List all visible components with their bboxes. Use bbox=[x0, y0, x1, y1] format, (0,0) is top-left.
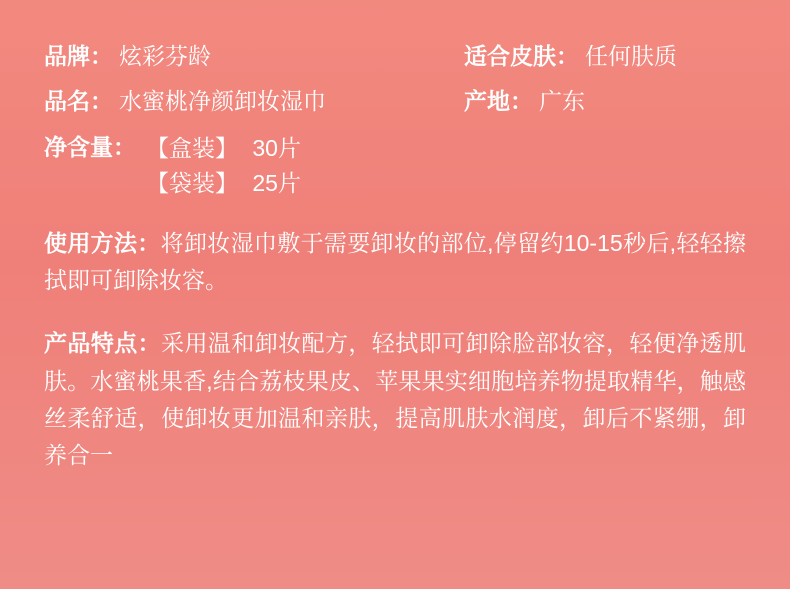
spec-product-name bbox=[44, 85, 464, 118]
spec-origin bbox=[464, 85, 746, 118]
product-name-label: 品名： bbox=[44, 88, 113, 115]
usage-heading: 使用方法： bbox=[44, 229, 161, 256]
spec-row-name-origin bbox=[44, 85, 746, 118]
net-content-line-box bbox=[146, 131, 301, 167]
net-content-values bbox=[146, 131, 301, 202]
features-heading: 产品特点： bbox=[44, 330, 162, 357]
product-name-value: 水蜜桃净颜卸妆湿巾 bbox=[119, 88, 326, 115]
net-content-package-box: 【盒装】 bbox=[146, 134, 238, 161]
origin-label: 产地： bbox=[464, 88, 533, 115]
net-content-label: 净含量： bbox=[44, 133, 136, 160]
features-paragraph bbox=[44, 325, 746, 474]
origin-value: 广东 bbox=[539, 88, 585, 115]
brand-value: 炫彩芬龄 bbox=[119, 43, 211, 69]
skin-type-value: 任何肤质 bbox=[585, 43, 677, 69]
net-content-count-box: 30片 bbox=[252, 134, 301, 161]
spec-net-content bbox=[44, 131, 746, 202]
usage-paragraph bbox=[44, 225, 746, 300]
spec-brand bbox=[44, 40, 464, 73]
spec-skin-type bbox=[464, 40, 746, 73]
specification-grid bbox=[44, 40, 746, 202]
usage-text: 将卸妆湿巾敷于需要卸妆的部位,停留约10-15秒后,轻轻擦拭即可卸除妆容。 bbox=[44, 229, 747, 294]
brand-label: 品牌： bbox=[44, 43, 113, 69]
features-block bbox=[44, 325, 746, 474]
usage-block bbox=[44, 225, 746, 300]
skin-type-label: 适合皮肤： bbox=[464, 43, 579, 69]
features-text: 采用温和卸妆配方，轻拭即可卸除脸部妆容，轻便净透肌肤。水蜜桃果香,结合荔枝果皮、苹果果实细胞培养物提取精华，触感丝柔舒适，使卸妆更加温和亲肤，提高肌肤水润度，卸后不紧绷，卸养合一 bbox=[44, 330, 747, 469]
net-content-line-bag bbox=[146, 166, 301, 202]
net-content-package-bag: 【袋装】 bbox=[146, 170, 238, 197]
spec-row-brand-skin bbox=[44, 40, 746, 73]
net-content-count-bag: 25片 bbox=[252, 170, 301, 197]
